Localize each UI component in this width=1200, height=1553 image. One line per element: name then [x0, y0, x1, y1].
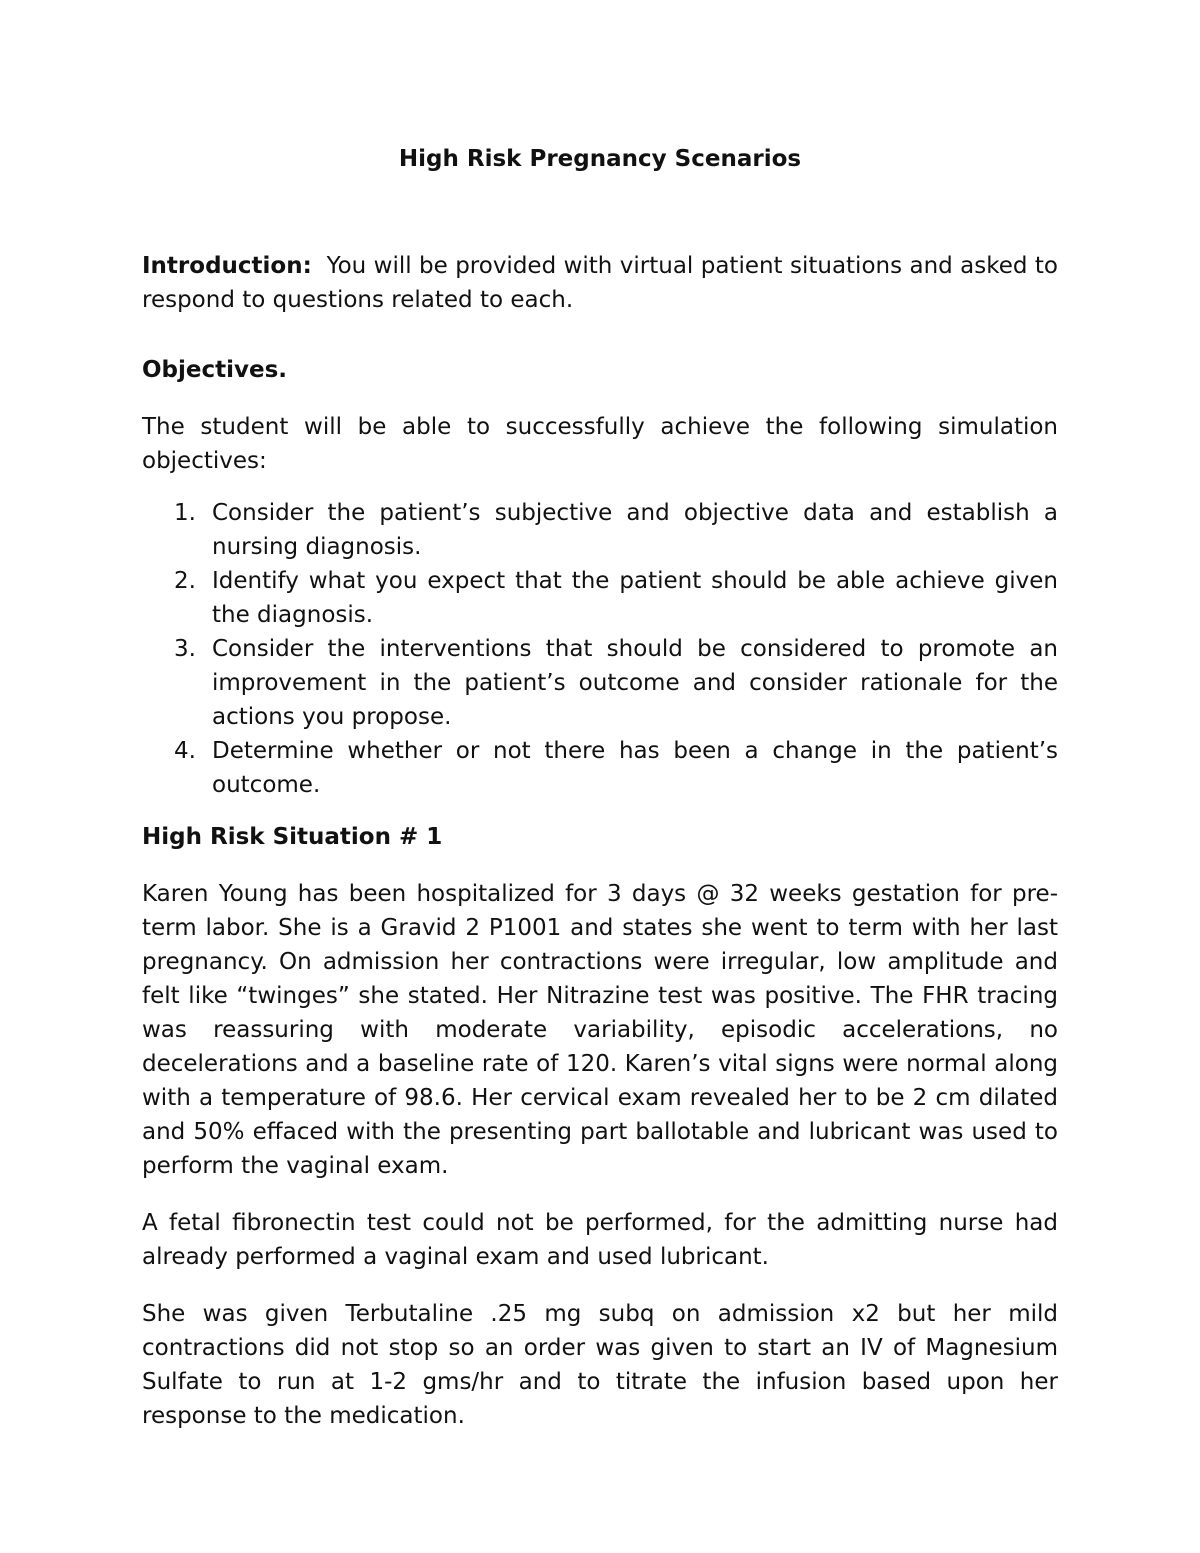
introduction-paragraph	[142, 249, 1058, 317]
introduction-text: You will be provided with virtual patient situations and asked to respond to questions related to each.	[142, 253, 1058, 313]
objective-item	[142, 496, 1058, 564]
situation-paragraph: She was given Terbutaline .25 mg subq on admission x2 but her mild contractions did not stop so an order was given to start an IV of Magnesium Sulfate to run at 1-2 gms/hr and to titrate the infusion based upon her response to the medication.	[142, 1301, 1058, 1429]
document-body	[142, 142, 1058, 1456]
situation-heading: High Risk Situation # 1	[142, 824, 443, 850]
objective-text: Consider the interventions that should be considered to promote an improvement in the patient’s outcome and consider rationale for the actions you propose.	[212, 636, 1058, 730]
objective-number: 1.	[174, 500, 196, 526]
situation-paragraph: Karen Young has been hospitalized for 3 days @ 32 weeks gestation for pre-term labor. She is a Gravid 2 P1001 and states she went to term with her last pregnancy. On admission her contractions were irregular, low amplitude and felt like “twinges” she stated. Her Nitrazine test was positive. The FHR tracing was reassuring with moderate variability, episodic accelerations, no decelerations and a baseline rate of 120. Karen’s vital signs were normal along with a temperature of 98.6. Her cervical exam revealed her to be 2 cm dilated and 50% effaced with the presenting part ballotable and lubricant was used to perform the vaginal exam.	[142, 881, 1058, 1179]
objective-item	[142, 564, 1058, 632]
situation-paragraph: A fetal fibronectin test could not be performed, for the admitting nurse had already performed a vaginal exam and used lubricant.	[142, 1210, 1058, 1270]
objective-text: Determine whether or not there has been a change in the patient’s outcome.	[212, 738, 1058, 798]
objective-text: Identify what you expect that the patient should be able achieve given the diagnosis.	[212, 568, 1058, 628]
introduction-label: Introduction:	[142, 253, 312, 279]
objective-number: 4.	[174, 738, 196, 764]
document-title: High Risk Pregnancy Scenarios	[398, 146, 802, 172]
objective-text: Consider the patient’s subjective and objective data and establish a nursing diagnosis.	[212, 500, 1058, 560]
objectives-heading: Objectives.	[142, 357, 288, 383]
objective-number: 3.	[174, 636, 196, 662]
objective-number: 2.	[174, 568, 196, 594]
objective-item	[142, 734, 1058, 802]
objectives-lead: The student will be able to successfully achieve the following simulation objectives:	[142, 414, 1058, 474]
objective-item	[142, 632, 1058, 734]
objectives-list	[142, 496, 1058, 802]
